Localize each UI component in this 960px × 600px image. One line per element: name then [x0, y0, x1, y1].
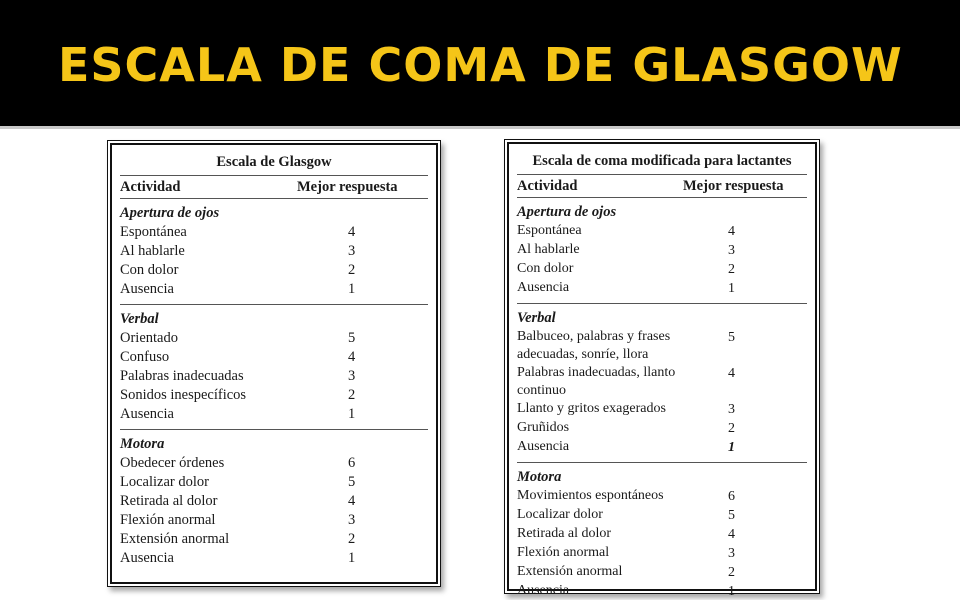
table-row: [120, 367, 436, 386]
row-label: Flexión anormal: [517, 545, 610, 560]
row-label: Al hablarle: [517, 242, 580, 257]
row-score: 5: [728, 508, 735, 523]
row-label: Obedecer órdenes: [120, 455, 225, 471]
table-header: [509, 175, 815, 197]
row-label: Sonidos inespecíficos: [120, 387, 247, 403]
row-score: 3: [348, 243, 356, 259]
row-score: 2: [728, 421, 735, 436]
row-score: 5: [348, 474, 356, 490]
table-row: [120, 492, 436, 511]
row-label: Espontánea: [517, 223, 582, 238]
row-score: 1: [728, 281, 735, 296]
row-label: Con dolor: [120, 262, 179, 278]
table-row: [517, 544, 815, 563]
row-score: 4: [728, 527, 735, 542]
table-row: [517, 364, 815, 400]
table-row: [120, 454, 436, 473]
table-row: [517, 400, 815, 419]
table-title: Escala de Glasgow: [216, 154, 332, 170]
section-title: Apertura de ojos: [517, 204, 617, 220]
row-score: 3: [728, 546, 735, 561]
row-label: Ausencia: [517, 439, 570, 454]
row-label: Extensión anormal: [120, 531, 230, 547]
section-title: Motora: [517, 469, 562, 485]
table-title: Escala de coma modificada para lactantes: [532, 153, 792, 169]
title-bar: [0, 0, 960, 126]
row-label: Balbuceo, palabras y frases adecuadas, sonríe, llora: [517, 329, 671, 362]
row-label: Ausencia: [517, 583, 570, 598]
table-row: [517, 438, 815, 457]
title-divider: [0, 126, 960, 129]
table-body: [509, 198, 815, 600]
table-row: [517, 260, 815, 279]
section-title: Apertura de ojos: [120, 205, 220, 221]
row-score: 1: [348, 550, 356, 566]
glasgow-scale-table: [110, 143, 438, 584]
section-title: Verbal: [517, 310, 556, 326]
table-row: [120, 329, 436, 348]
row-label: Con dolor: [517, 261, 574, 276]
row-score: 4: [728, 366, 735, 381]
table-row: [120, 530, 436, 549]
row-score: 1: [728, 584, 735, 599]
row-label: Retirada al dolor: [517, 526, 612, 541]
row-label: Palabras inadecuadas, llanto continuo: [517, 365, 676, 398]
slide-title: ESCALA DE COMA DE GLASGOW: [58, 38, 903, 92]
row-score: 5: [348, 330, 356, 346]
table-row: [120, 242, 436, 261]
row-score: 3: [728, 402, 735, 417]
table-row: [517, 241, 815, 260]
column-header-activity: Actividad: [517, 178, 578, 194]
row-label: Localizar dolor: [120, 474, 209, 490]
infant-coma-scale-table: [507, 142, 817, 599]
row-score: 4: [728, 224, 735, 239]
row-label: Flexión anormal: [120, 512, 216, 528]
table-row: [120, 348, 436, 367]
column-header-best-response: Mejor respuesta: [683, 178, 784, 194]
table-row: [517, 582, 815, 600]
row-score: 5: [728, 330, 735, 345]
table-section: [509, 463, 815, 600]
row-score: 1: [348, 281, 356, 297]
row-score: 2: [348, 262, 356, 278]
row-label: Extensión anormal: [517, 564, 623, 579]
section-title: Motora: [120, 436, 165, 452]
row-score: 4: [348, 493, 356, 509]
row-label: Ausencia: [120, 550, 174, 566]
row-score: 2: [348, 531, 356, 547]
table-row: [120, 261, 436, 280]
table-row: [120, 405, 436, 424]
table-row: [517, 328, 815, 364]
table-row: [517, 279, 815, 298]
table-section: [112, 430, 436, 573]
table-section: [112, 199, 436, 304]
row-label: Ausencia: [120, 406, 174, 422]
table-row: [517, 506, 815, 525]
row-score: 1: [728, 440, 735, 455]
table-row: [120, 280, 436, 299]
row-score: 4: [348, 349, 356, 365]
table-row: [120, 511, 436, 530]
row-score: 3: [348, 368, 356, 384]
row-label: Al hablarle: [120, 243, 185, 259]
row-score: 1: [348, 406, 356, 422]
row-label: Palabras inadecuadas: [120, 368, 244, 384]
column-header-activity: Actividad: [120, 179, 181, 195]
table-row: [120, 223, 436, 242]
row-label: Ausencia: [120, 281, 174, 297]
table-row: [517, 222, 815, 241]
row-score: 2: [348, 387, 356, 403]
table-header: [112, 176, 436, 198]
table-section: [509, 304, 815, 462]
row-label: Localizar dolor: [517, 507, 603, 522]
table-body: [112, 199, 436, 573]
row-score: 6: [348, 455, 356, 471]
table-row: [120, 549, 436, 568]
table-row: [120, 473, 436, 492]
table-row: [517, 419, 815, 438]
row-label: Ausencia: [517, 280, 570, 295]
row-score: 2: [728, 262, 735, 277]
row-label: Llanto y gritos exagerados: [517, 401, 666, 416]
row-label: Movimientos espontáneos: [517, 488, 664, 503]
table-row: [517, 563, 815, 582]
row-score: 3: [728, 243, 735, 258]
row-label: Espontánea: [120, 224, 187, 240]
table-section: [112, 305, 436, 429]
row-label: Orientado: [120, 330, 178, 346]
row-score: 2: [728, 565, 735, 580]
row-label: Retirada al dolor: [120, 493, 218, 509]
column-header-best-response: Mejor respuesta: [297, 179, 398, 195]
table-row: [517, 487, 815, 506]
row-score: 3: [348, 512, 356, 528]
table-row: [517, 525, 815, 544]
row-label: Confuso: [120, 349, 170, 365]
section-title: Verbal: [120, 311, 159, 327]
row-score: 4: [348, 224, 356, 240]
row-label: Gruñidos: [517, 420, 570, 435]
row-score: 6: [728, 489, 735, 504]
table-row: [120, 386, 436, 405]
table-section: [509, 198, 815, 303]
